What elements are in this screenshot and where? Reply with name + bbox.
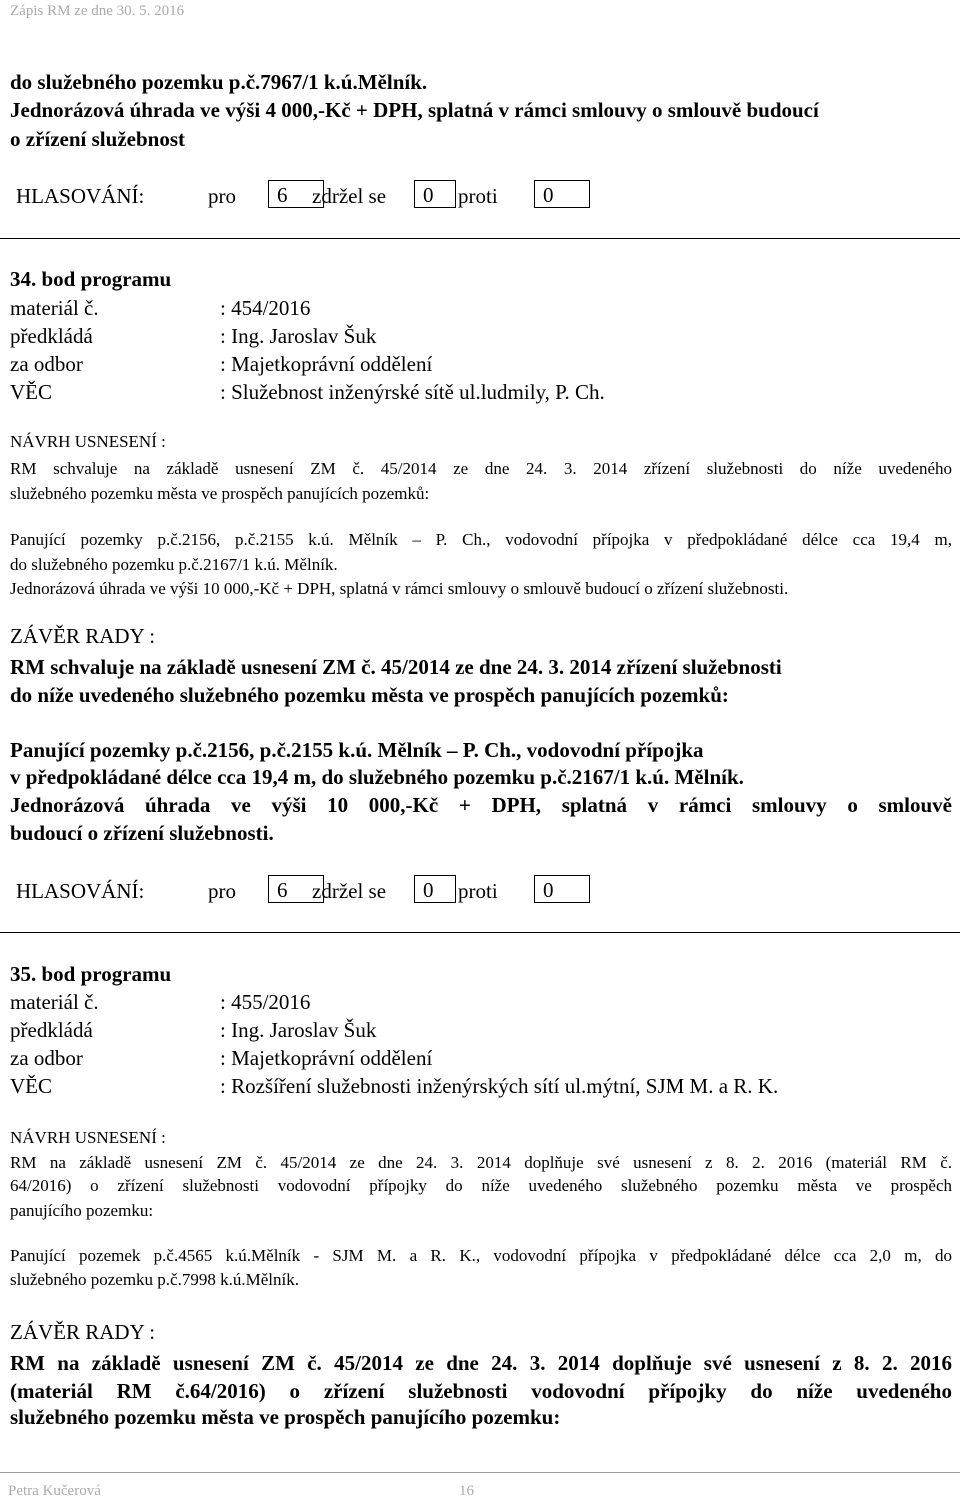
field-value: : Ing. Jaroslav Šuk [220,324,377,348]
proposal-text-2 [10,1246,952,1266]
vote-abstain-box: 0 [414,180,456,208]
vote-abstain-box: 0 [414,875,456,903]
field-value: : Rozšíření služebnosti inženýrských sítí ul.mýtní, SJM M. a R. K. [220,1074,779,1098]
field-value: : Služebnost inženýrské sítě ul.ludmily, P. Ch. [220,380,605,404]
vote-against-label: proti [458,879,498,903]
vote-against-label: proti [458,184,498,208]
footer-divider [0,1472,960,1473]
vote-label: HLASOVÁNÍ: [16,184,145,208]
field-value: : Majetkoprávní oddělení [220,352,433,376]
field-value: : Ing. Jaroslav Šuk [220,1018,377,1042]
field-presenter [10,1018,950,1044]
top-line-3: o zřízení služebnost [10,127,185,151]
vote-against-box: 0 [534,180,590,208]
top-line-2: Jednorázová úhrada ve výši 4 000,-Kč + DPH, splatná v rámci smlouvy o smlouvě budoucí [10,98,819,122]
footer-author: Petra Kučerová [8,1483,101,1499]
page-header-title: Zápis RM ze dne 30. 5. 2016 [10,3,185,19]
field-department [10,1046,950,1072]
field-value: : Majetkoprávní oddělení [220,1046,433,1070]
proposal-text-2 [10,530,952,550]
divider [0,932,960,933]
vote-against-box: 0 [534,875,590,903]
conclusion-line: služebného pozemku města ve prospěch panujícího pozemku: [10,1405,561,1429]
conclusion-text [10,1351,952,1404]
footer-page-number: 16 [459,1483,474,1499]
divider [0,238,960,239]
vote-pro-label: pro [208,184,236,208]
vote-pro-label: pro [208,879,236,903]
field-subject [10,1074,950,1100]
field-department [10,352,950,378]
proposal-line: Jednorázová úhrada ve výši 10 000,-Kč + DPH, splatná v rámci smlouvy o smlouvě budoucí o zřízení služebnosti. [10,579,789,598]
field-key: předkládá [10,324,93,348]
item-heading: 34. bod programu [10,267,172,291]
field-key: materiál č. [10,296,99,320]
conclusion-label: ZÁVĚR RADY : [10,624,156,648]
proposal-text [10,1153,952,1196]
conclusion-label: ZÁVĚR RADY : [10,1320,156,1344]
proposal-line: 64/2016) o zřízení služebnosti vodovodní přípojky do níže uvedeného služebného pozemku města ve prospěch [10,1176,952,1195]
field-key: VĚC [10,380,52,404]
proposal-line: Panující pozemky p.č.2156, p.č.2155 k.ú. Mělník – P. Ch., vodovodní přípojka v předpokládané délce cca 19,4 m, [10,530,952,549]
conclusion-line: (materiál RM č.64/2016) o zřízení služebnosti vodovodní přípojky do níže uvedeného [10,1379,952,1403]
conclusion-line: RM schvaluje na základě usnesení ZM č. 45/2014 ze dne 24. 3. 2014 zřízení služebnosti [10,655,782,679]
conclusion-line: v předpokládané délce cca 19,4 m, do služebného pozemku p.č.2167/1 k.ú. Mělník. [10,765,744,789]
vote-pro-box: 6 [268,180,324,208]
field-key: předkládá [10,1018,93,1042]
proposal-line: do služebného pozemku p.č.2167/1 k.ú. Mělník. [10,555,338,574]
vote-label: HLASOVÁNÍ: [16,879,145,903]
conclusion-line: do níže uvedeného služebného pozemku města ve prospěch panujících pozemků: [10,683,729,707]
field-material [10,296,950,322]
proposal-text [10,459,952,479]
field-key: za odbor [10,352,83,376]
conclusion-text-justified [10,793,952,818]
proposal-line: RM schvaluje na základě usnesení ZM č. 45/2014 ze dne 24. 3. 2014 zřízení služebnosti do níže uvedeného [10,459,952,478]
proposal-line: služebného pozemku p.č.7998 k.ú.Mělník. [10,1270,299,1289]
field-value: : 454/2016 [220,296,311,320]
vote-abstain-label: zdržel se [312,184,387,208]
vote-abstain-label: zdržel se [312,879,387,903]
proposal-line: služebného pozemku města ve prospěch panujících pozemků: [10,484,430,503]
field-key: VĚC [10,1074,52,1098]
conclusion-line: Jednorázová úhrada ve výši 10 000,-Kč + DPH, splatná v rámci smlouvy o smlouvě [10,793,952,817]
proposal-line: Panující pozemek p.č.4565 k.ú.Mělník - SJM M. a R. K., vodovodní přípojka v předpokládané délce cca 2,0 m, do [10,1246,952,1265]
field-subject [10,380,950,406]
field-key: materiál č. [10,990,99,1014]
field-material [10,990,950,1016]
proposal-label: NÁVRH USNESENÍ : [10,1128,166,1147]
vote-pro-box: 6 [268,875,324,903]
proposal-line: panujícího pozemku: [10,1201,154,1220]
field-value: : 455/2016 [220,990,311,1014]
proposal-line: RM na základě usnesení ZM č. 45/2014 ze dne 24. 3. 2014 doplňuje své usnesení z 8. 2. 2016 (materiál RM č. [10,1153,952,1172]
conclusion-line: RM na základě usnesení ZM č. 45/2014 ze dne 24. 3. 2014 doplňuje své usnesení z 8. 2. 2016 [10,1351,952,1375]
top-line-1: do služebného pozemku p.č.7967/1 k.ú.Mělník. [10,70,428,94]
field-key: za odbor [10,1046,83,1070]
conclusion-line: Panující pozemky p.č.2156, p.č.2155 k.ú. Mělník – P. Ch., vodovodní přípojka [10,738,704,762]
conclusion-line: budoucí o zřízení služebnosti. [10,821,274,845]
item-heading: 35. bod programu [10,962,172,986]
field-presenter [10,324,950,350]
proposal-label: NÁVRH USNESENÍ : [10,432,166,451]
